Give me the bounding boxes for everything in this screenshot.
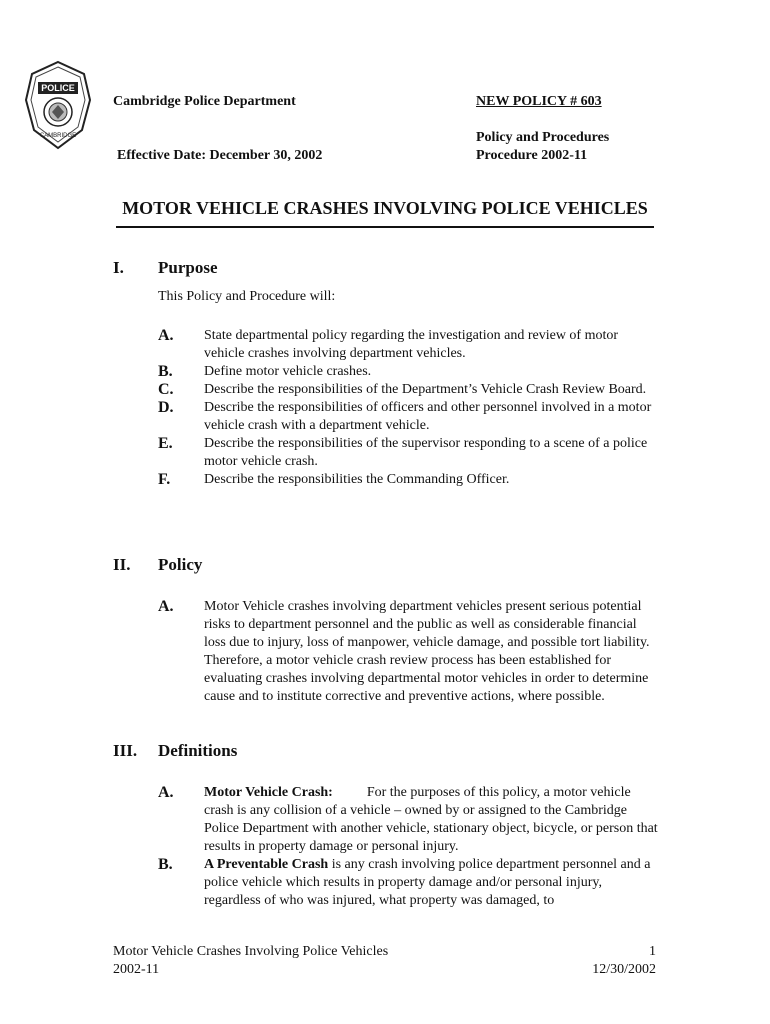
item-text: Describe the responsibilities of officers and other personnel involved in a motor vehicle crash with a department vehicle. xyxy=(204,400,652,433)
list-item xyxy=(158,327,658,363)
list-item xyxy=(158,363,658,381)
section-number: II. xyxy=(113,555,131,574)
item-letter: A. xyxy=(158,598,174,615)
definition-text xyxy=(204,856,658,910)
list-item xyxy=(158,598,658,706)
effective-date: Effective Date: December 30, 2002 xyxy=(117,148,323,163)
footer-title: Motor Vehicle Crashes Involving Police Vehicles xyxy=(113,944,389,959)
item-letter: F. xyxy=(158,471,171,488)
item-text: State departmental policy regarding the investigation and review of motor vehicle crashes involving department vehicles. xyxy=(204,328,619,361)
item-text: Describe the responsibilities of the supervisor responding to a scene of a police motor vehicle crash. xyxy=(204,436,648,469)
item-text: Describe the responsibilities the Commanding Officer. xyxy=(204,472,510,487)
list-item xyxy=(158,856,658,910)
definition-term: Motor Vehicle Crash: xyxy=(204,785,333,800)
badge-bottom-text: CAMBRIDGE xyxy=(39,133,77,139)
item-letter: D. xyxy=(158,399,174,416)
item-letter: B. xyxy=(158,856,173,873)
purpose-intro: This Policy and Procedure will: xyxy=(158,289,336,304)
definition-text xyxy=(204,784,658,856)
list-item xyxy=(158,784,658,856)
section-title-purpose: Purpose xyxy=(158,258,218,277)
badge-top-text: POLICE xyxy=(41,83,75,93)
definition-body: For the purposes of this policy, a motor vehicle crash is any collision of a vehicle – owned by or assigned to the Cambridge Police Department with another vehicle, stationary object, bicycle, or person that results in property damage or personal injury. xyxy=(204,785,658,854)
list-item xyxy=(158,435,658,471)
item-letter: C. xyxy=(158,381,174,398)
footer-procedure: 2002-11 xyxy=(113,962,160,977)
definition-term: A Preventable Crash xyxy=(204,857,329,872)
department-name: Cambridge Police Department xyxy=(113,94,296,109)
procedure-number: Procedure 2002-11 xyxy=(476,148,588,163)
document-title: MOTOR VEHICLE CRASHES INVOLVING POLICE VEHICLES xyxy=(122,198,648,218)
title-rule xyxy=(116,226,654,228)
list-item xyxy=(158,471,658,489)
purpose-list xyxy=(158,327,658,489)
item-letter: E. xyxy=(158,435,173,452)
item-letter: B. xyxy=(158,363,173,380)
definition-body: is any crash involving police department personnel and a police vehicle which results in property damage and/or personal injury, regardless of who was injured, what property was damaged, to xyxy=(204,857,651,908)
section-number: III. xyxy=(113,741,138,760)
policy-type: Policy and Procedures xyxy=(476,130,610,145)
section-number: I. xyxy=(113,258,124,277)
item-letter: A. xyxy=(158,327,174,344)
item-text: Motor Vehicle crashes involving department vehicles present serious potential risks to department personnel and the public as well as considerable financial loss due to injury, loss of manpower, vehicle damage, and possible tort liability. Therefore, a motor vehicle crash review process has been established for evaluating crashes involving departmental motor vehicles in order to determine cause and to institute corrective and preventive actions, where possible. xyxy=(204,599,650,704)
item-text: Describe the responsibilities of the Department’s Vehicle Crash Review Board. xyxy=(204,382,647,397)
item-letter: A. xyxy=(158,784,174,801)
footer-date: 12/30/2002 xyxy=(592,962,656,977)
police-badge-logo xyxy=(22,60,94,150)
list-item xyxy=(158,399,658,435)
item-text: Define motor vehicle crashes. xyxy=(204,364,372,379)
definitions-list xyxy=(158,784,658,910)
page-number: 1 xyxy=(649,944,656,959)
policy-list xyxy=(158,598,658,706)
section-title-definitions: Definitions xyxy=(158,741,238,760)
section-title-policy: Policy xyxy=(158,555,203,574)
policy-number: NEW POLICY # 603 xyxy=(476,94,602,109)
list-item xyxy=(158,381,658,399)
